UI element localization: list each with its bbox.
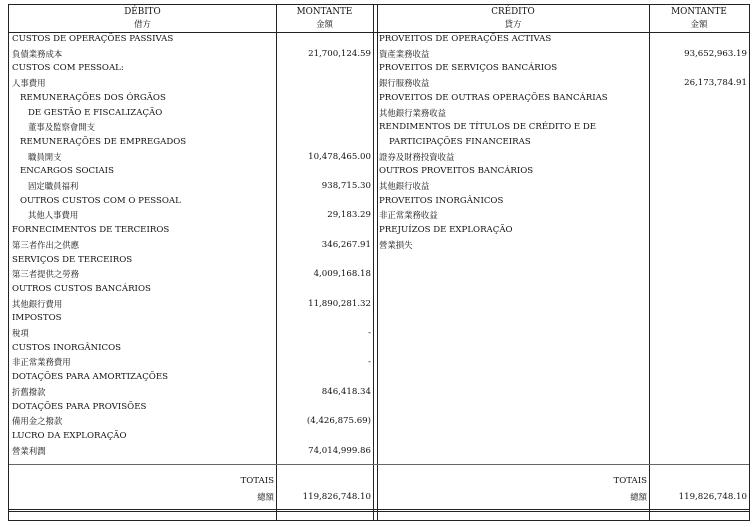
debit-header-zh: 借方 (134, 19, 151, 29)
debit-row-label: IMPOSTOS (12, 313, 62, 324)
credit-row-amount: 93,652,963.19 (684, 48, 747, 59)
credit-row-label: 銀行服務收益 (379, 78, 430, 89)
credit-row-label: PROVEITOS DE OUTRAS OPERAÇÕES BANCÁRIAS (379, 92, 608, 103)
credit-totals-label-pt: TOTAIS (613, 476, 647, 486)
credit-row-label: PROVEITOS INORGÂNICOS (379, 195, 504, 206)
credit-row-label: 非正常業務收益 (379, 210, 438, 221)
debit-row-amount: 938,715.30 (321, 181, 371, 191)
column-divider (377, 5, 378, 520)
credit-totals-label-zh: 總額 (630, 492, 647, 502)
debit-row-label: ENCARGOS SOCIAIS (20, 166, 114, 177)
debit-row-label: 折舊撥款 (12, 386, 46, 397)
debit-row-label: 非正常業務費用 (12, 357, 71, 368)
credit-row-label: PROVEITOS DE OPERAÇÕES ACTIVAS (379, 34, 552, 44)
debit-header-pt: DÉBITO (124, 7, 161, 17)
debit-row-label: CUSTOS INORGÂNICOS (12, 342, 122, 353)
credit-amount-header-zh: 金額 (690, 19, 708, 29)
credit-header-pt: CRÉDITO (491, 7, 535, 17)
closing-double-rule (9, 509, 749, 512)
debit-row-label: LUCRO DA EXPLORAÇÃO (12, 430, 127, 441)
credit-row-label: 其他銀行業務收益 (379, 107, 446, 118)
debit-row-label: SERVIÇOS DE TERCEIROS (12, 254, 133, 265)
credit-amount-header-pt: MONTANTE (671, 7, 727, 17)
debit-row-label: OUTROS CUSTOS BANCÁRIOS (12, 283, 151, 294)
credit-row-amount: 26,173,784.91 (684, 78, 747, 89)
debit-totals-label-pt: TOTAIS (240, 476, 274, 486)
debit-amount-header-pt: MONTANTE (296, 7, 353, 17)
credit-row-label: 資產業務收益 (379, 48, 430, 59)
debit-row-amount: 10,478,465.00 (308, 151, 371, 162)
credit-total-amount: 119,826,748.10 (678, 492, 747, 502)
debit-row-label: REMUNERAÇÕES DOS ÓRGÃOS (20, 92, 166, 103)
debit-row-label: DOTAÇÕES PARA PROVISÕES (12, 401, 147, 412)
debit-row-label: REMUNERAÇÕES DE EMPREGADOS (20, 136, 187, 147)
debit-row-label: 負債業務成本 (12, 48, 63, 59)
credit-row-label: PARTICIPAÇÕES FINANCEIRAS (389, 136, 531, 147)
debit-row-label: DOTAÇÕES PARA AMORTIZAÇÕES (12, 372, 168, 383)
debit-row-amount: 846,418.34 (321, 386, 371, 397)
debit-row-label: 第三者作出之供應 (12, 239, 79, 250)
debit-totals-label-zh: 總額 (257, 492, 274, 502)
debit-row-label: OUTROS CUSTOS COM O PESSOAL (20, 195, 181, 206)
debit-row-label: 其他人事費用 (28, 210, 79, 221)
totals-rule (9, 464, 749, 465)
debit-row-label: FORNECIMENTOS DE TERCEIROS (12, 225, 170, 236)
credit-row-label: 其他銀行收益 (379, 181, 430, 191)
credit-row-label: PROVEITOS DE SERVIÇOS BANCÁRIOS (379, 63, 558, 74)
debit-row-amount: - (368, 357, 371, 368)
header-rule (9, 32, 749, 33)
debit-row-label: 營業利潤 (12, 445, 46, 456)
debit-row-amount: 21,700,124.59 (308, 48, 371, 59)
debit-row-label: 職員開支 (28, 151, 62, 162)
credit-row-label: 證券及財務投資收益 (379, 151, 455, 162)
credit-header-zh: 貸方 (504, 19, 522, 29)
debit-row-label: CUSTOS DE OPERAÇÕES PASSIVAS (12, 34, 174, 44)
credit-row-label: PREJUÍZOS DE EXPLORAÇÃO (379, 225, 513, 236)
column-divider (276, 5, 277, 520)
column-divider (373, 5, 374, 520)
credit-row-label: OUTROS PROVEITOS BANCÁRIOS (379, 166, 534, 177)
debit-row-label: 第三者提供之勞務 (12, 269, 79, 280)
debit-row-label: 固定職員福利 (28, 181, 79, 191)
debit-row-amount: 29,183.29 (327, 210, 371, 221)
debit-row-label: 備用金之撥款 (12, 416, 63, 427)
credit-row-label: 營業損失 (379, 239, 413, 250)
debit-row-label: 稅項 (12, 328, 29, 338)
credit-row-label: RENDIMENTOS DE TÍTULOS DE CRÉDITO E DE (379, 122, 597, 133)
debit-row-label: 其他銀行費用 (12, 298, 63, 309)
debit-row-amount: 4,009,168.18 (313, 269, 371, 280)
debit-row-label: CUSTOS COM PESSOAL: (12, 63, 124, 74)
debit-row-amount: (4,426,875.69) (306, 416, 371, 427)
debit-row-amount: 11,890,281.32 (308, 298, 371, 309)
debit-row-label: 人事費用 (12, 78, 46, 89)
debit-row-label: DE GESTÃO E FISCALIZAÇÃO (28, 107, 163, 118)
debit-row-label: 董事及監察會開支 (28, 122, 95, 133)
debit-row-amount: - (368, 328, 371, 338)
debit-row-amount: 74,014,999.86 (308, 445, 371, 456)
debit-total-amount: 119,826,748.10 (302, 492, 371, 502)
income-statement-sheet (8, 4, 750, 521)
debit-row-amount: 346,267.91 (321, 239, 371, 250)
debit-amount-header-zh: 金額 (316, 19, 333, 29)
